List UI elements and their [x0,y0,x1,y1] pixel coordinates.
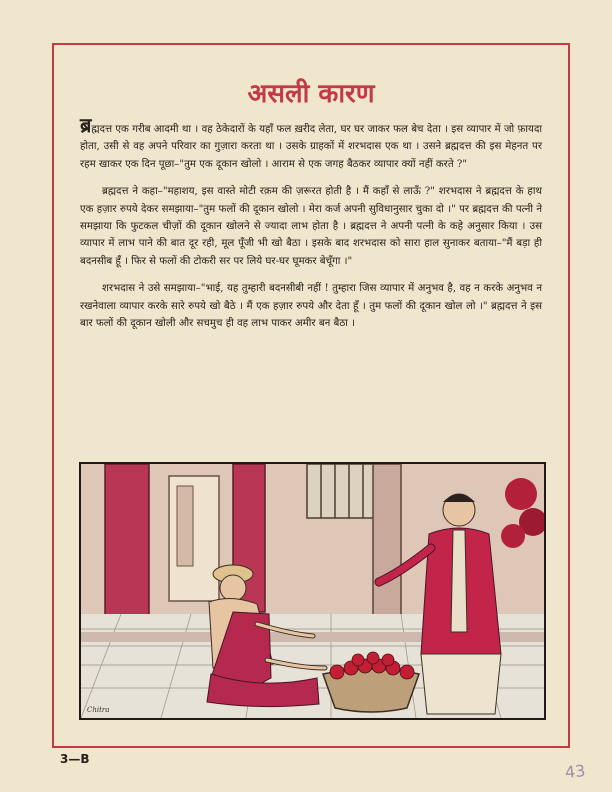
story-paragraph-3: शरभदास ने उसे समझाया–"भाई, यह तुम्हारी बदनसीबी नहीं ! तुम्हारा जिस व्यापार में अनुभव है, वह न करके अनुभव न रखनेवाला व्यापार करके सारे रुपये खो बैठे । मैं एक हज़ार रुपये और देता हूँ । तुम फलों की दूकान खोल लो ।" ब्रह्मदत्त ने इस बार फलों की दूकान खोली और सचमुच ही वह लाभ पाकर अमीर बन बैठा । [80,283,542,330]
illustration-scene [81,464,544,718]
drop-cap: ब्र [80,113,92,137]
story-text [80,113,542,342]
paragraph-1-text: ह्मदत्त एक गरीब आदमी था । वह ठेकेदारों के यहाँ फल ख़रीद लेता, घर घर जाकर फल बेच देता । इस व्यापार में जो फ़ायदा होता, उसी से वह अपने परिवार का गुज़ारा करता था । उसके ग्राहकों में शरभदास एक था । उसने ब्रह्मदत्त की इस मेहनत पर रहम खाकर एक दिन पूछा–"तुम एक दूकान खोलो । आराम से एक जगह बैठकर व्यापार क्यों नहीं करते ?" [80,124,542,170]
story-paragraph-2: ब्रह्मदत्त ने कहा–"महाशय, इस वास्ते मोटी रक़म की ज़रूरत होती है । मैं कहाँ से लाऊँ ?" शरभदास ने ब्रह्मदत्त के हाथ एक हज़ार रुपये देकर समझाया–"तुम फलों की दूकान खोलो । मेरा कर्ज अपनी सुविधानुसार चुका दो ।" पर ब्रह्मदत्त की पत्नी ने समझाया कि फुटकल चीज़ों की दूकान खोलने से ज्यादा लाभ होता है । ब्रह्मदत्त ने अपनी पत्नी के कहे अनुसार किया । उस व्यापार में लाभ पाने की बात दूर रही, मूल पूँजी भी खो बैठा । इसके बाद शरभदास को सारा हाल सुनाकर बताया–"मैं बड़ा ही बदनसीब हूँ । फिर से फलों की टोकरी सर पर लिये घर-घर घूमकर बेचूँगा ।" [80,186,542,267]
handwritten-page-mark: 43 [564,760,587,783]
artist-signature: Chitra [87,706,110,714]
story-illustration [79,462,546,720]
story-title: असली कारण [247,79,375,109]
page-number: 3—B [60,752,90,766]
story-paragraph-1 [80,113,542,173]
